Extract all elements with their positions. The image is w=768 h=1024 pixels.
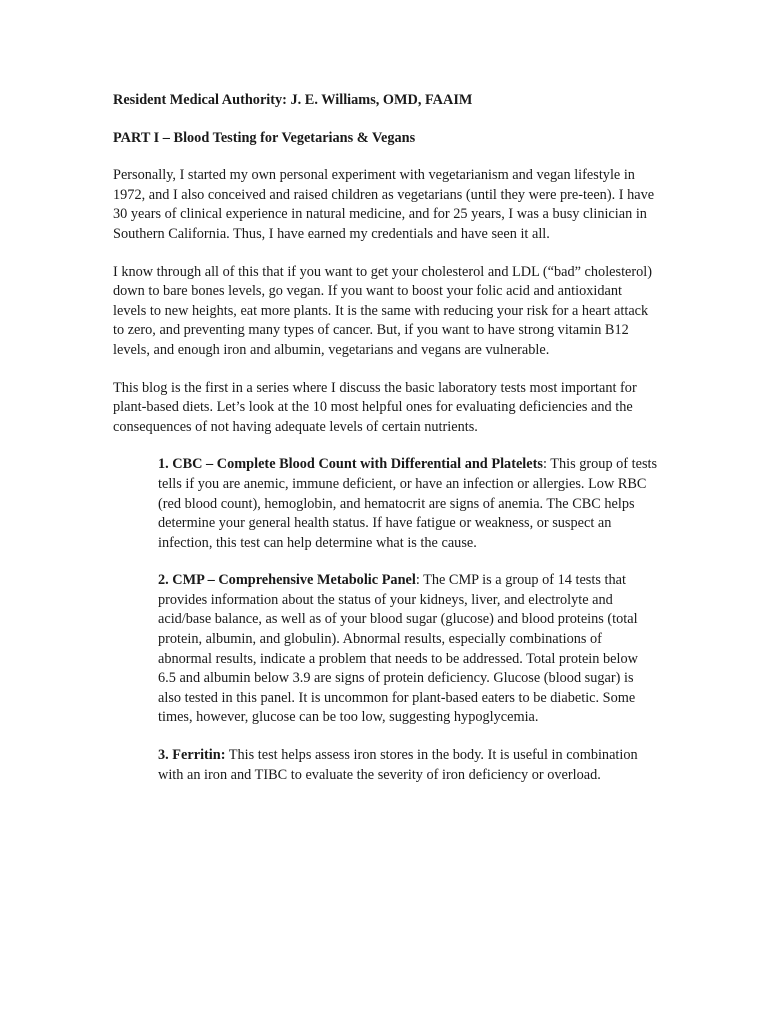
test-term: 1. CBC – Complete Blood Count with Differential and Platelets — [158, 456, 543, 473]
authority-heading: Resident Medical Authority: J. E. Williams, OMD, FAAIM — [113, 92, 473, 108]
list-item-cmp — [158, 571, 658, 728]
test-term: 3. Ferritin: — [158, 747, 226, 764]
test-term: 2. CMP – Comprehensive Metabolic Panel — [158, 572, 416, 589]
document-page — [113, 91, 658, 803]
intro-paragraph: Personally, I started my own personal experiment with vegetarianism and vegan lifestyle in 1972, and I also conceived and raised children as vegetarians (until they were pre-teen). I have 30 years of clinical experience in natural medicine, and for 25 years, I was a busy clinician in Southern California. Thus, I have earned my credentials and have seen it all. — [113, 167, 655, 242]
list-item-ferritin — [158, 746, 658, 785]
test-description: : This group of tests tells if you are anemic, immune deficient, or have an infection or allergies. Low RBC (red blood count), hemoglobin, and hematocrit are signs of anemia. The CBC helps determine your general health status. If have fatigue or weakness, or suspect an infection, this test can help determine what is the cause. — [158, 456, 658, 551]
part-title: PART I – Blood Testing for Vegetarians & Vegans — [113, 129, 416, 146]
list-item-cbc — [158, 455, 658, 553]
test-description: This test helps assess iron stores in the body. It is useful in combination with an iron and TIBC to evaluate the severity of iron deficiency or overload. — [158, 747, 638, 783]
test-description: : The CMP is a group of 14 tests that provides information about the status of your kidneys, liver, and electrolyte and acid/base balance, as well as of your blood sugar (glucose) and blood proteins (total protein, albumin, and globulin). Abnormal results, especially combinations of abnormal results, indicate a problem that needs to be addressed. Total protein below 6.5 and albumin below 3.9 are signs of protein deficiency. Glucose (blood sugar) is also tested in this panel. It is uncommon for plant-based eaters to be diabetic. Some times, however, glucose can be too low, suggesting hypoglycemia. — [158, 572, 638, 726]
test-list — [113, 455, 658, 785]
body-paragraph: I know through all of this that if you want to get your cholesterol and LDL (“bad” cholesterol) down to bare bones levels, go vegan. If you want to boost your folic acid and antioxidant levels to new heights, eat more plants. It is the same with reducing your risk for a heart attack to zero, and preventing many types of cancer. But, if you want to have strong vitamin B12 levels, and enough iron and albumin, vegetarians and vegans are vulnerable. — [113, 263, 653, 358]
series-paragraph: This blog is the first in a series where I discuss the basic laboratory tests most important for plant-based diets. Let’s look at the 10 most helpful ones for evaluating deficiencies and the consequences of not having adequate levels of certain nutrients. — [113, 379, 637, 435]
